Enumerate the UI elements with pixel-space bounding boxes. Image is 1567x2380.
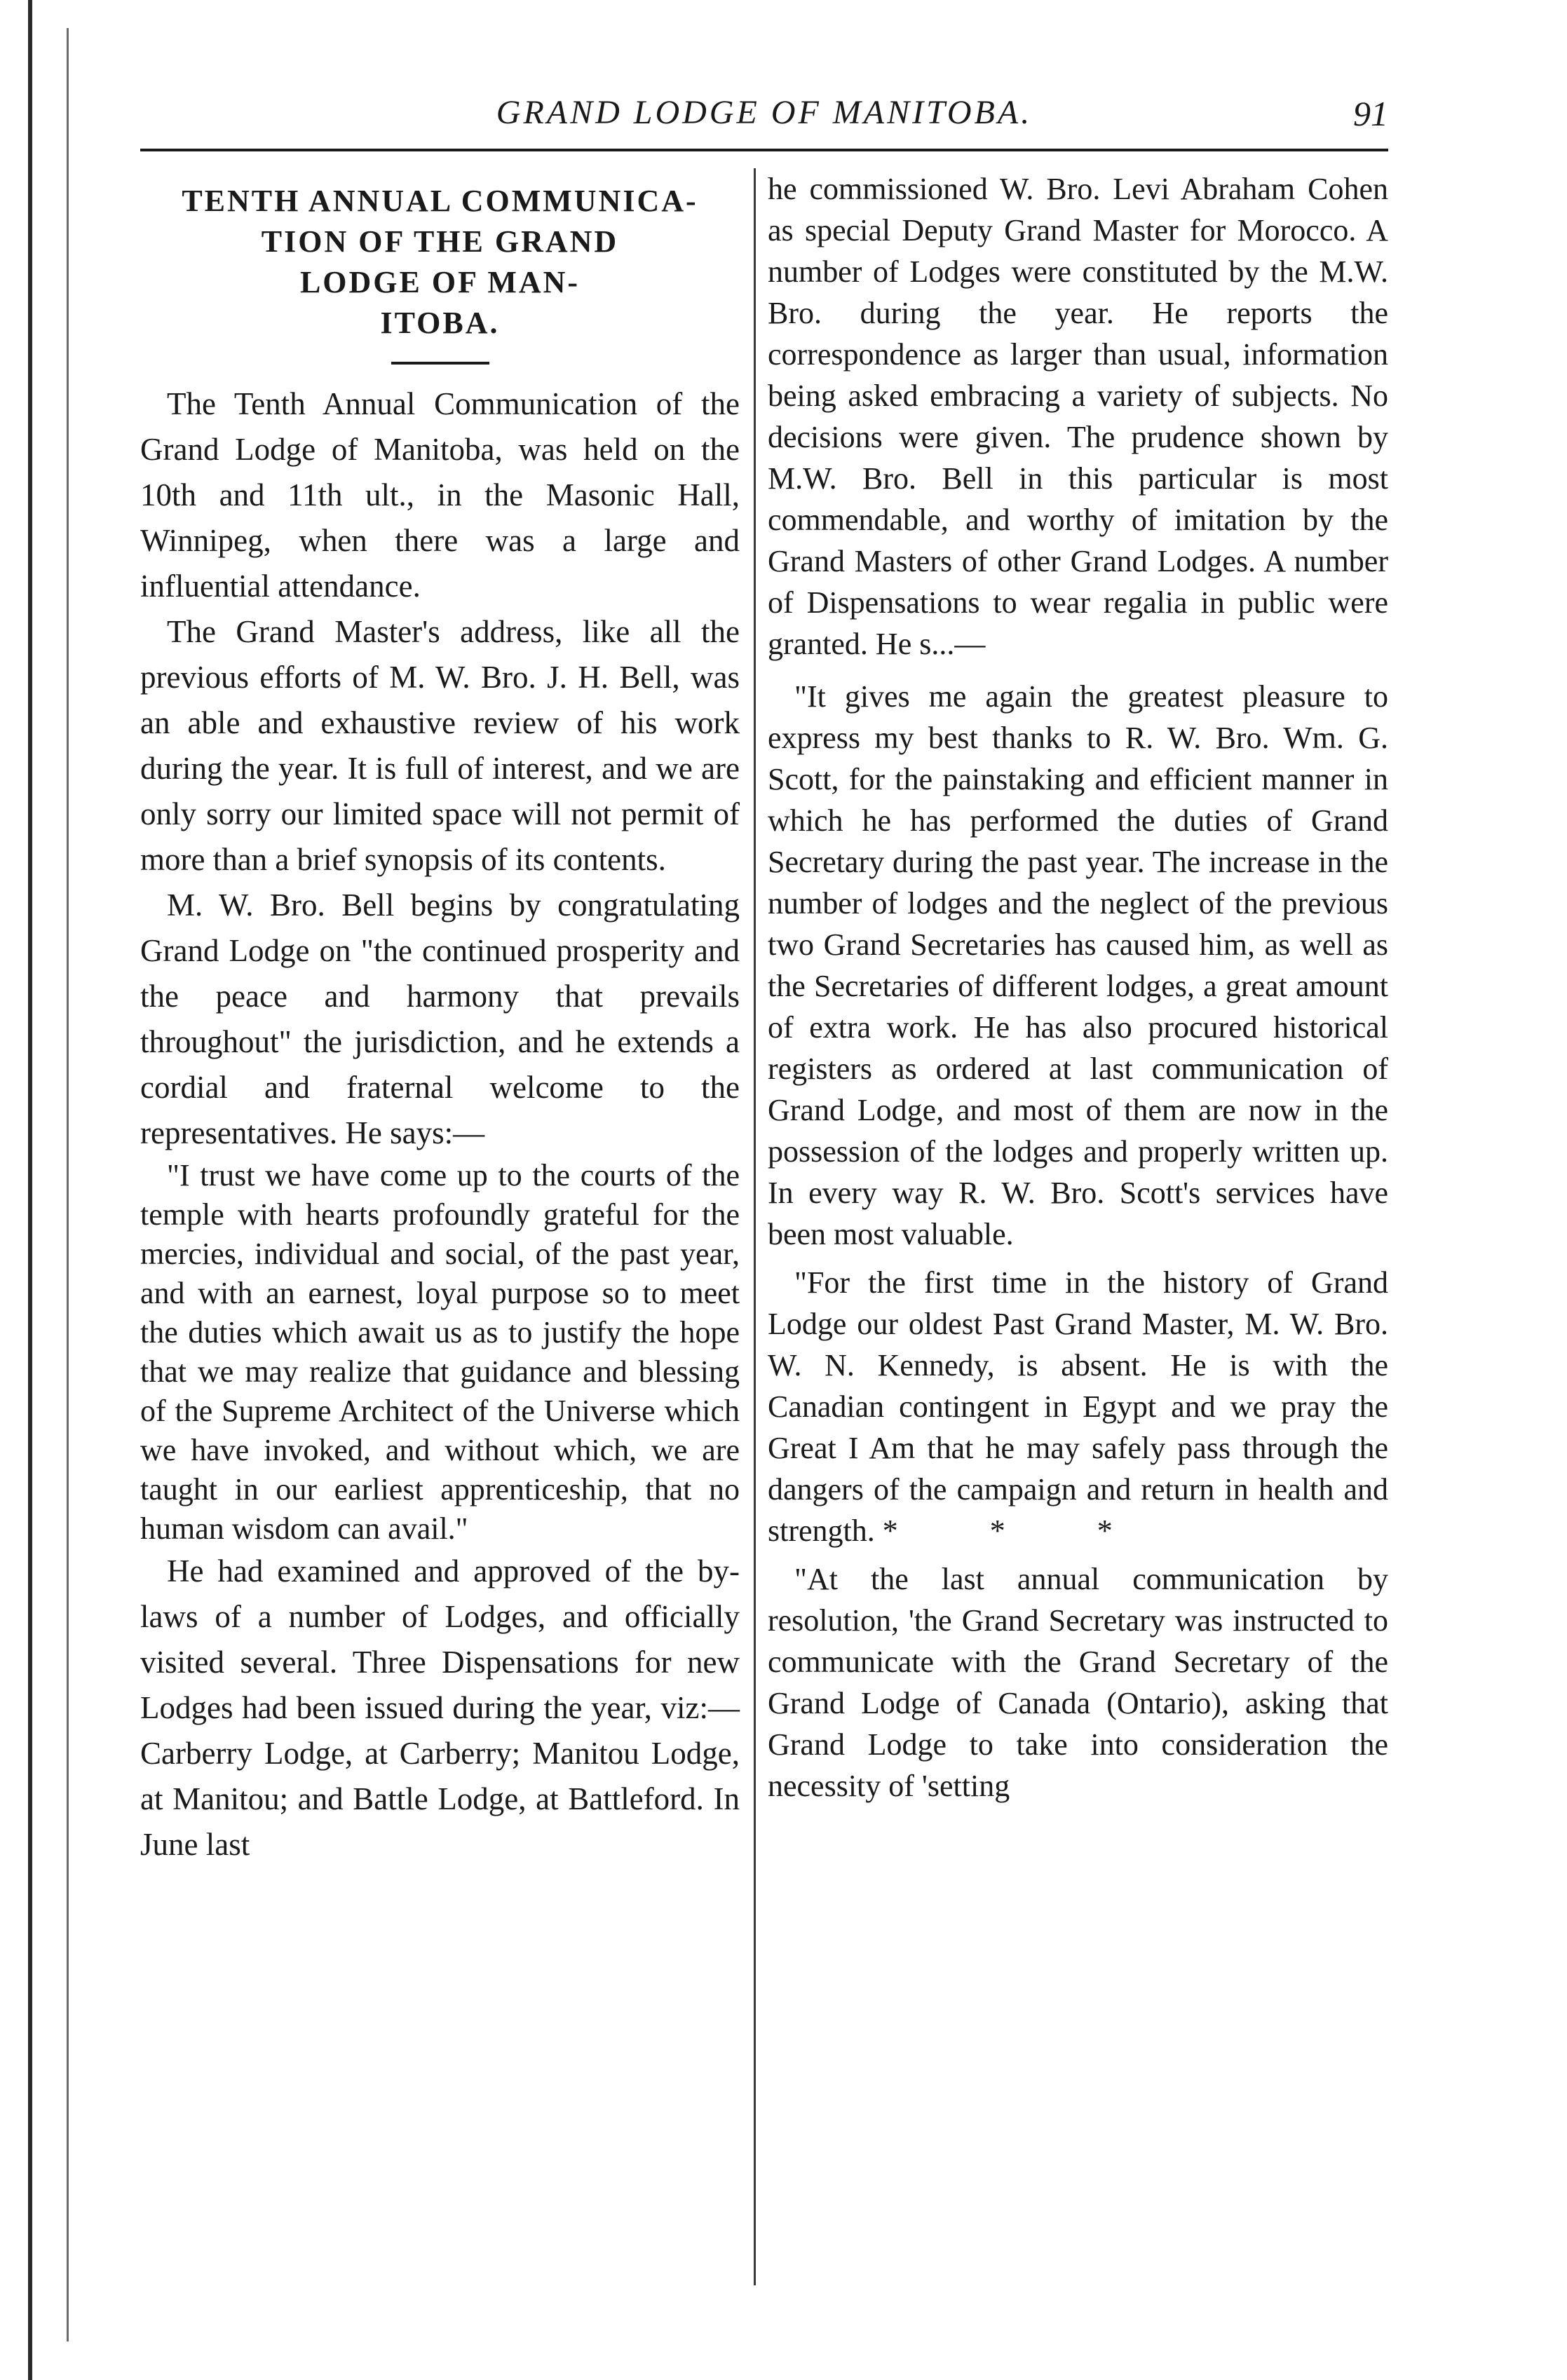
paragraph: He had examined and approved of the by-laws of a number of Lodges, and officially visited several. Three Dispensations for new Lodges had been issued during the year, viz:— Carberry Lodge, at Carberry; Manitou Lodge, at Manitou; and Battle Lodge, at Battleford. In June last [140,1553,740,1862]
page-header [140,88,1388,144]
paragraph: M. W. Bro. Bell begins by congratulating Grand Lodge on "the continued prosperity and the peace and harmony that prevails throughout" the jurisdiction, and he extends a cordial and fraternal welcome to the representatives. He says:— [140,888,740,1150]
quoted-paragraph: "At the last annual communication by resolution, 'the Grand Secretary was instructed to communicate with the Grand Secretary of the Grand Lodge of Canada (Ontario), asking that Grand Lodge to take into consideration the necessity of 'setting [768,1562,1388,1803]
paragraph: he commissioned W. Bro. Levi Abraham Cohen as special Deputy Grand Master for Morocco. A number of Lodges were constituted by the M.W. Bro. during the year. He reports the correspondence as larger than usual, information being asked embracing a variety of subjects. No decisions were given. The prudence shown by M.W. Bro. Bell in this particular is most commendable, and worthy of imitation by the Grand Masters of other Grand Lodges. A number of Dispensations to wear regalia in public were granted. He s...— [768,172,1388,661]
article-title [140,181,740,344]
page-number: 91 [1353,94,1388,133]
title-rule [391,362,489,365]
quoted-paragraph: "It gives me again the greatest pleasure to express my best thanks to R. W. Bro. Wm. G. Scott, for the painstaking and efficient manner in which he has performed the duties of Grand Secretary during the past year. The increase in the number of lodges and the neglect of the previous two Grand Secretaries has caused him, as well as the Secretaries of different lodges, a great amount of extra work. He has also procured historical registers as ordered at last communication of Grand Lodge, and most of them are now in the possession of the lodges and properly written up. In every way R. W. Bro. Scott's services have been most valuable. [768,679,1388,1251]
quoted-paragraph: "I trust we have come up to the courts of the temple with hearts profoundly grateful for the mercies, individual and social, of the past year, and with an earnest, loyal purpose so to meet the duties which await us as to justify the hope that we may realize that guidance and blessing of the Supreme Architect of the Universe which we have invoked, and without which, we are taught in our earliest apprenticeship, that no human wisdom can avail." [140,1158,740,1546]
running-title: GRAND LODGE OF MANITOBA. [496,94,1033,131]
right-column [768,168,1388,1807]
quoted-paragraph [768,1262,1388,1551]
header-rule [140,149,1388,151]
article-title-line: ITOBA. [380,306,500,340]
paragraph-text: "For the first time in the history of Grand Lodge our oldest Past Grand Master, M. W. Bro. W. N. Kennedy, is absent. He is with the Canadian contingent in Egypt and we pray the Great I Am that he may safely pass through the dangers of the campaign and return in health and strength. [768,1265,1388,1548]
left-column [140,168,740,1868]
page-binding-edge [28,0,32,2380]
paragraph: The Grand Master's address, like all the previous efforts of M. W. Bro. J. H. Bell, was an able and exhaustive review of his work during the year. It is full of interest, and we are only sorry our limited space will not permit of more than a brief synopsis of its contents. [140,614,740,877]
article-title-line: LODGE OF MAN- [299,265,581,299]
ellipsis-stars: * * * [882,1514,1155,1548]
column-divider [754,168,756,2285]
article-title-line: TION OF THE GRAND [261,224,619,259]
paragraph: The Tenth Annual Communication of the Grand Lodge of Manitoba, was held on the 10th and 11th ult., in the Masonic Hall, Winnipeg, when there was a large and influential attendance. [140,386,740,604]
page-margin-line [67,28,69,2341]
article-title-line: TENTH ANNUAL COMMUNICA- [182,184,698,218]
